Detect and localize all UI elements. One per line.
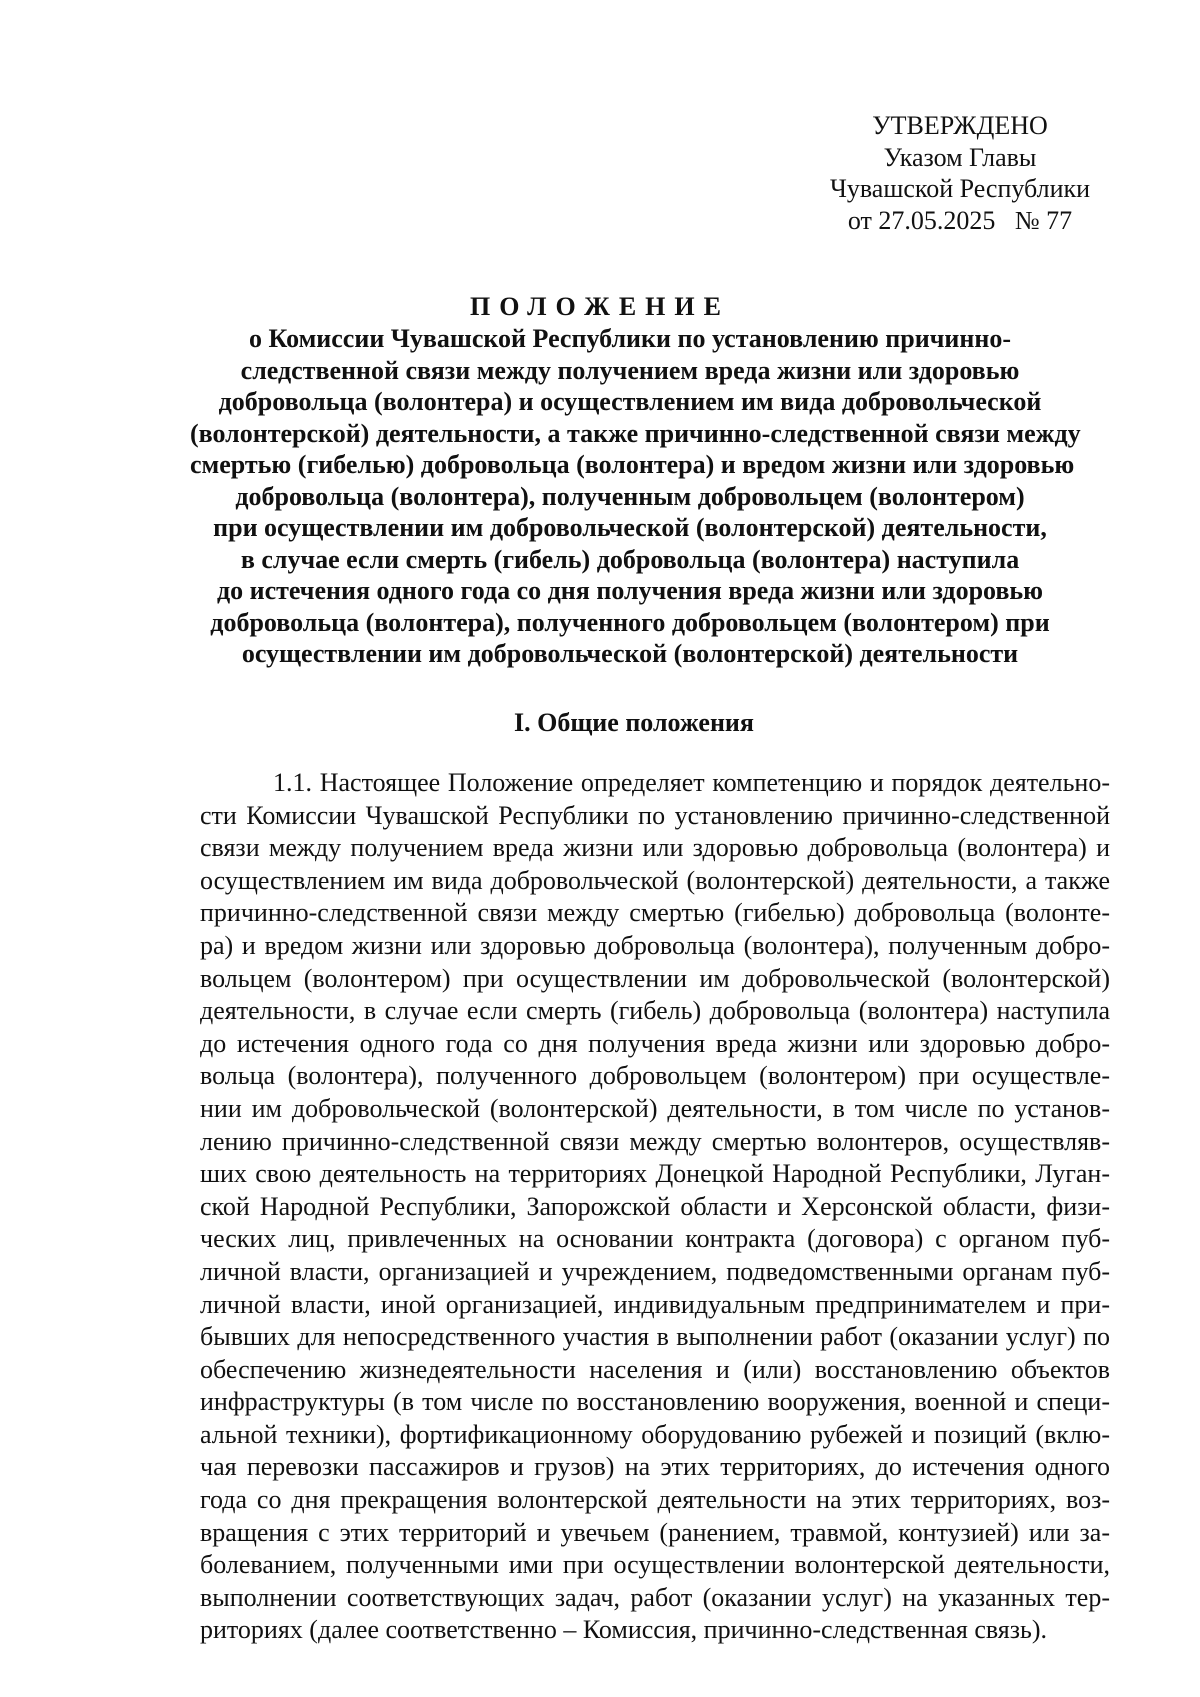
subtitle-line: о Комиссии Чувашской Республики по установлению причинно-: [249, 324, 1011, 353]
paragraph-line: вольца (волонтера), полученного добровольцем (волонтером) при осуществле-: [200, 1061, 1110, 1091]
paragraph-line: ра) и вредом жизни или здоровью добровольца (волонтера), полученным добро-: [200, 930, 1110, 960]
paragraph-line: осуществлением им вида добровольческой (волонтерской) деятельности, а также: [200, 865, 1110, 895]
paragraph-line: выполнении соответствующих задач, работ (оказании услуг) на указанных тер-: [200, 1582, 1110, 1612]
paragraph-line: вращения с этих территорий и увечьем (ранением, травмой, контузией) или за-: [200, 1517, 1110, 1547]
subtitle-line: добровольца (волонтера), полученным добровольцем (волонтером): [235, 481, 1025, 511]
paragraph-line: личной власти, иной организацией, индивидуальным предпринимателем и при-: [200, 1289, 1110, 1319]
paragraph-line: года со дня прекращения волонтерской деятельности на этих территориях, воз-: [200, 1485, 1110, 1515]
subtitle-line: добровольца (волонтера), полученного добровольцем (волонтером) при: [210, 607, 1050, 637]
approval-line: Чувашской Республики: [829, 174, 1091, 203]
approval-line: от 27.05.2025 № 77: [847, 205, 1073, 235]
subtitle-line: в случае если смерть (гибель) добровольца (волонтера) наступила: [240, 544, 1020, 574]
subtitle-line: добровольца (волонтера) и осуществлением им вида добровольческой: [218, 387, 1042, 416]
section-heading: I. Общие положения: [514, 708, 754, 737]
paragraph-line: вольцем (волонтером) при осуществлении им добровольческой (волонтерской): [200, 963, 1110, 993]
paragraph-line: чая перевозки пассажиров и грузов) на этих территориях, до истечения одного: [200, 1452, 1110, 1482]
paragraph-line: 1.1. Настоящее Положение определяет компетенцию и порядок деятельно-: [273, 768, 1110, 797]
paragraph-line: до истечения одного года со дня получения вреда жизни или здоровью добро-: [200, 1028, 1110, 1058]
paragraph-line: бывших для непосредственного участия в выполнении работ (оказании услуг) по: [200, 1322, 1110, 1352]
paragraph-line: личной власти, организацией и учреждением, подведомственными органам пуб-: [200, 1256, 1110, 1286]
body-paragraph: [200, 767, 1110, 1647]
paragraph-line: ческих лиц, привлеченных на основании контракта (договора) с органом пуб-: [200, 1224, 1110, 1254]
document-subtitle: [190, 323, 1081, 670]
subtitle-line: смертью (гибелью) добровольца (волонтера) и вредом жизни или здоровью: [190, 450, 1075, 479]
paragraph-line: причинно-следственной связи между смертью (гибелью) добровольца (волонте-: [200, 898, 1110, 928]
subtitle-line: следственной связи между получением вреда жизни или здоровью: [240, 355, 1020, 385]
document-title: ПОЛОЖЕНИЕ: [470, 292, 730, 321]
approval-line: Указом Главы: [883, 142, 1037, 172]
paragraph-line: нии им добровольческой (волонтерской) деятельности, в том числе по установ-: [200, 1093, 1110, 1123]
subtitle-line: осуществлении им добровольческой (волонтерской) деятельности: [241, 639, 1019, 668]
paragraph-line: инфраструктуры (в том числе по восстановлению вооружения, военной и специ-: [200, 1387, 1110, 1417]
paragraph-line: ших свою деятельность на территориях Донецкой Народной Республики, Луган-: [200, 1159, 1110, 1189]
subtitle-line: до истечения одного года со дня получения вреда жизни или здоровью: [216, 576, 1044, 605]
paragraph-line: альной техники), фортификационному оборудованию рубежей и позиций (вклю-: [200, 1419, 1110, 1449]
paragraph-line: риториях (далее соответственно – Комиссия, причинно-следственная связь).: [200, 1615, 1048, 1645]
paragraph-line: деятельности, в случае если смерть (гибель) добровольца (волонтера) наступила: [200, 996, 1110, 1026]
paragraph-line: сти Комиссии Чувашской Республики по установлению причинно-следственной: [200, 800, 1110, 830]
approval-stamp: [810, 110, 1110, 236]
paragraph-line: лению причинно-следственной связи между смертью волонтеров, осуществляв-: [200, 1126, 1110, 1156]
subtitle-line: (волонтерской) деятельности, а также причинно-следственной связи между: [190, 418, 1081, 448]
paragraph-line: связи между получением вреда жизни или здоровью добровольца (волонтера) и: [200, 833, 1110, 863]
paragraph-line: обеспечению жизнедеятельности населения и (или) восстановлению объектов: [200, 1354, 1110, 1384]
paragraph-line: болеванием, полученными ими при осуществлении волонтерской деятельности,: [200, 1550, 1110, 1580]
subtitle-line: при осуществлении им добровольческой (волонтерской) деятельности,: [213, 513, 1047, 542]
paragraph-line: ской Народной Республики, Запорожской области и Херсонской области, физи-: [200, 1191, 1110, 1221]
approval-line: УТВЕРЖДЕНО: [872, 111, 1048, 140]
